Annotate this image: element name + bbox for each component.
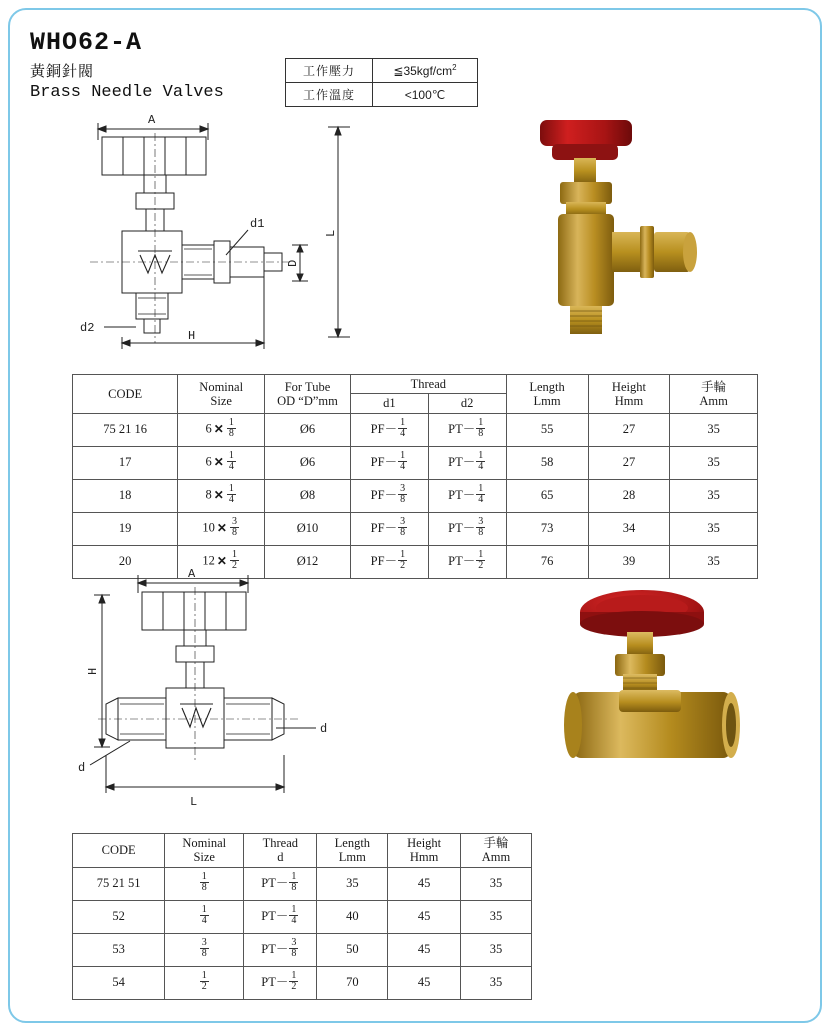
fraction: $\frac{1}{4}$ xyxy=(478,483,484,506)
fraction: $\frac{1}{4}$ xyxy=(291,904,297,927)
cell-height: 45 xyxy=(388,867,461,900)
cell-tube: Ø8 xyxy=(265,479,351,512)
cell-nominal: 6 ✕ $\frac{1}{8}$ xyxy=(178,413,265,446)
dim-h-label-2: H xyxy=(86,667,100,675)
fraction: $\frac{1}{2}$ xyxy=(478,549,484,572)
fraction: $\frac{1}{4}$ xyxy=(228,483,234,506)
cell-handwheel: 35 xyxy=(461,933,532,966)
th-length: Length Lmm xyxy=(506,375,588,414)
cell-tube: Ø6 xyxy=(265,413,351,446)
th-thread-d1: d1 xyxy=(351,394,429,413)
cell-height: 45 xyxy=(388,933,461,966)
cell-tube: Ø10 xyxy=(265,512,351,545)
cell-handwheel: 35 xyxy=(461,900,532,933)
table-row xyxy=(73,867,532,900)
cell-code: 75 21 51 xyxy=(73,867,165,900)
cell-code: 54 xyxy=(73,966,165,999)
spec-value-pressure: $≦35kgf/cm^2$ xyxy=(373,59,478,83)
dim-l-label-2: L xyxy=(190,795,198,809)
table-row xyxy=(73,413,758,446)
cell-thread: PT－ $\frac{1}{4}$ xyxy=(244,900,317,933)
cell-nominal: 6 ✕ $\frac{1}{4}$ xyxy=(178,446,265,479)
fraction: $\frac{1}{2}$ xyxy=(201,970,207,993)
cell-length: 50 xyxy=(317,933,388,966)
straight-valve-photo xyxy=(545,580,760,820)
spec-table xyxy=(285,58,478,107)
table-row xyxy=(73,479,758,512)
th-thread-d2: d2 xyxy=(428,394,506,413)
fraction: $\frac{1}{8}$ xyxy=(291,871,297,894)
cell-height: 27 xyxy=(588,413,670,446)
table-row xyxy=(73,446,758,479)
cell-thread-d1: PF－ $\frac{3}{8}$ xyxy=(351,512,429,545)
cell-length: 65 xyxy=(506,479,588,512)
cell-code: 53 xyxy=(73,933,165,966)
th-code-2: CODE xyxy=(73,834,165,868)
fraction: $\frac{3}{8}$ xyxy=(291,937,297,960)
fraction: $\frac{1}{4}$ xyxy=(400,450,406,473)
fraction: $\frac{3}{8}$ xyxy=(400,516,406,539)
spec-superscript: 2 xyxy=(452,63,457,72)
spec-label-pressure: 工作壓力 xyxy=(286,59,373,83)
fraction: $\frac{3}{8}$ xyxy=(400,483,406,506)
cell-thread-d2: PT－ $\frac{1}{2}$ xyxy=(428,545,506,578)
cell-handwheel: 35 xyxy=(670,446,758,479)
dim-a-label-2: A xyxy=(188,567,196,581)
cell-thread: PT－ $\frac{3}{8}$ xyxy=(244,933,317,966)
cell-thread: PT－ $\frac{1}{2}$ xyxy=(244,966,317,999)
cell-code: 52 xyxy=(73,900,165,933)
dim-d1-label: d1 xyxy=(250,217,265,231)
fraction: $\frac{1}{8}$ xyxy=(201,871,207,894)
cell-length: 70 xyxy=(317,966,388,999)
angle-valve-photo xyxy=(500,110,730,350)
cell-thread-d1: PF－ $\frac{1}{4}$ xyxy=(351,446,429,479)
cell-height: 45 xyxy=(388,966,461,999)
cell-nominal xyxy=(165,900,244,933)
fraction: $\frac{3}{8}$ xyxy=(201,937,207,960)
dim-a-label: A xyxy=(148,113,156,127)
table-row xyxy=(73,512,758,545)
cell-nominal: 10 ✕ $\frac{3}{8}$ xyxy=(178,512,265,545)
th-nominal-2: Nominal Size xyxy=(165,834,244,868)
table-header-row xyxy=(73,834,532,868)
cell-handwheel: 35 xyxy=(670,545,758,578)
cell-thread-d1: PF－ $\frac{1}{2}$ xyxy=(351,545,429,578)
cell-height: 45 xyxy=(388,900,461,933)
cell-code: 75 21 16 xyxy=(73,413,178,446)
cell-height: 27 xyxy=(588,446,670,479)
fraction: $\frac{1}{4}$ xyxy=(228,450,234,473)
fraction: $\frac{1}{4}$ xyxy=(400,417,406,440)
th-height-2: Height Hmm xyxy=(388,834,461,868)
cell-nominal xyxy=(165,933,244,966)
product-name-en: Brass Needle Valves xyxy=(30,83,224,102)
cell-length: 76 xyxy=(506,545,588,578)
dim-l-label: L xyxy=(324,229,338,237)
cell-thread-d2: PT－ $\frac{1}{4}$ xyxy=(428,446,506,479)
th-thread-2: Thread d xyxy=(244,834,317,868)
dim-d-label: D xyxy=(286,259,300,267)
table-straight-valve xyxy=(72,833,532,1000)
spec-row xyxy=(286,83,478,107)
cell-thread-d1: PF－ $\frac{1}{4}$ xyxy=(351,413,429,446)
cell-height: 39 xyxy=(588,545,670,578)
th-length-2: Length Lmm xyxy=(317,834,388,868)
dim-h-label: H xyxy=(188,329,196,343)
cell-nominal: 12 ✕ $\frac{1}{2}$ xyxy=(178,545,265,578)
cell-nominal xyxy=(165,966,244,999)
fraction: $\frac{3}{8}$ xyxy=(231,516,237,539)
spec-value-temperature: <100℃ xyxy=(373,83,478,107)
table-row xyxy=(73,933,532,966)
cell-handwheel: 35 xyxy=(670,512,758,545)
fraction: $\frac{1}{8}$ xyxy=(228,417,234,440)
cell-handwheel: 35 xyxy=(461,966,532,999)
cell-thread: PT－ $\frac{1}{8}$ xyxy=(244,867,317,900)
cell-thread-d2: PT－ $\frac{1}{4}$ xyxy=(428,479,506,512)
cell-length: 40 xyxy=(317,900,388,933)
table-header-row xyxy=(73,375,758,394)
spec-row xyxy=(286,59,478,83)
cell-thread-d2: PT－ $\frac{1}{8}$ xyxy=(428,413,506,446)
th-height: Height Hmm xyxy=(588,375,670,414)
cell-handwheel: 35 xyxy=(461,867,532,900)
fraction: $\frac{3}{8}$ xyxy=(478,516,484,539)
cell-nominal xyxy=(165,867,244,900)
product-name-cn: 黃銅針閥 xyxy=(30,64,95,80)
cell-thread-d2: PT－ $\frac{3}{8}$ xyxy=(428,512,506,545)
cell-length: 58 xyxy=(506,446,588,479)
cell-height: 34 xyxy=(588,512,670,545)
fraction: $\frac{1}{2}$ xyxy=(231,549,237,572)
fraction: $\frac{1}{2}$ xyxy=(400,549,406,572)
title-block xyxy=(30,28,224,102)
table-angle-valve xyxy=(72,374,758,579)
cell-length: 35 xyxy=(317,867,388,900)
cell-thread-d1: PF－ $\frac{3}{8}$ xyxy=(351,479,429,512)
cell-length: 55 xyxy=(506,413,588,446)
table-row xyxy=(73,966,532,999)
cell-handwheel: 35 xyxy=(670,479,758,512)
page-title: WHO62-A xyxy=(30,28,143,57)
dim-d-right-label: d xyxy=(320,722,328,736)
fraction: $\frac{1}{8}$ xyxy=(478,417,484,440)
th-code: CODE xyxy=(73,375,178,414)
cell-tube: Ø6 xyxy=(265,446,351,479)
cell-handwheel: 35 xyxy=(670,413,758,446)
cell-height: 28 xyxy=(588,479,670,512)
cell-code: 20 xyxy=(73,545,178,578)
spec-label-temperature: 工作溫度 xyxy=(286,83,373,107)
cell-nominal: 8 ✕ $\frac{1}{4}$ xyxy=(178,479,265,512)
th-thread: Thread xyxy=(351,375,507,394)
fraction: $\frac{1}{4}$ xyxy=(478,450,484,473)
th-handwheel: 手輪 Amm xyxy=(670,375,758,414)
fraction: $\frac{1}{4}$ xyxy=(201,904,207,927)
cell-code: 18 xyxy=(73,479,178,512)
cell-code: 17 xyxy=(73,446,178,479)
cell-length: 73 xyxy=(506,512,588,545)
straight-valve-drawing xyxy=(70,565,370,815)
fraction: $\frac{1}{2}$ xyxy=(291,970,297,993)
cell-tube: Ø12 xyxy=(265,545,351,578)
cell-code: 19 xyxy=(73,512,178,545)
th-nominal: Nominal Size xyxy=(178,375,265,414)
th-tube: For Tube OD “D”mm xyxy=(265,375,351,414)
angle-valve-drawing xyxy=(60,105,380,365)
th-handwheel-2: 手輪 Amm xyxy=(461,834,532,868)
table-row xyxy=(73,900,532,933)
dim-d2-label: d2 xyxy=(80,321,95,335)
dim-d-left-label: d xyxy=(78,761,86,775)
